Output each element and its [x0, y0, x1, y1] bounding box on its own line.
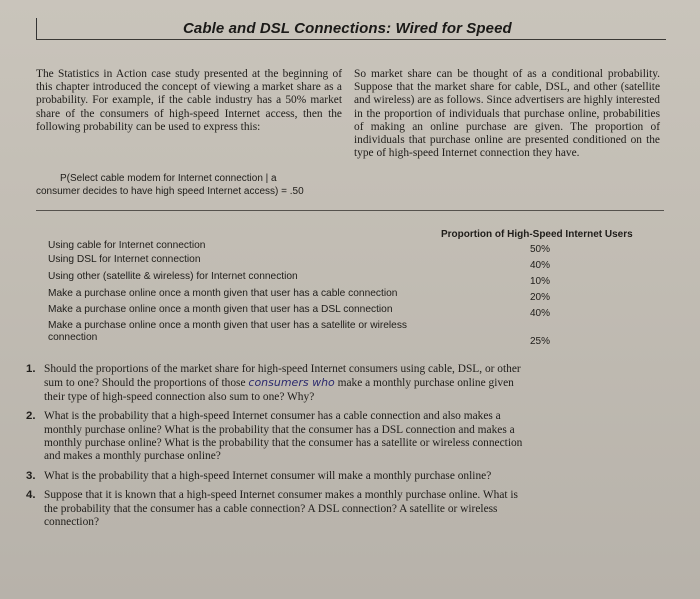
table-row-value: 40% [529, 260, 550, 271]
questions-list [26, 363, 531, 535]
table-row-value: 40% [529, 308, 550, 319]
intro-right-paragraph: So market share can be thought of as a conditional probability. Suppose that the market share for cable, DSL, and other (satellite and wireless) are as follows. Since advertisers are highly interested in the proportion of individuals that purchase online, probabilities of making an online purchase are given. The proportion of individuals that purchase online are presented conditioned on the type of high-speed Internet connection they have. [354, 68, 660, 160]
question-number: 1. [26, 363, 36, 375]
question-item [26, 410, 531, 464]
table-row-label: Using DSL for Internet connection [48, 254, 201, 265]
table-row-label: Make a purchase online once a month given that user has a cable connection [48, 288, 398, 299]
table-row-label: Using other (satellite & wireless) for Internet connection [48, 271, 298, 282]
table-row-value: 10% [529, 276, 550, 287]
question-text [44, 363, 531, 404]
question-text-part: make a monthly purchase online given their type of high-speed connection also sum to one? Why? [44, 377, 514, 403]
question-text: What is the probability that a high-speed Internet consumer has a cable connection and also makes a monthly purchase online? What is the probability that the consumer has a DSL connection and makes a monthly purchase online? What is the probability that the consumer has a satellite or wireless connection and makes a monthly purchase online? [44, 410, 523, 463]
question-text: What is the probability that a high-speed Internet consumer will make a monthly purchase online? [44, 469, 492, 482]
table-row-label: Using cable for Internet connection [48, 240, 206, 251]
formula-line-1: P(Select cable modem for Internet connection | a [60, 173, 277, 184]
question-text-part: Should the proportions of the market share for high-speed Internet consumers using cable, DSL, or other sum to one? Should the proportions of those [44, 363, 521, 390]
table-row-label: Make a purchase online once a month given that user has a satellite or wireless connection [48, 320, 408, 343]
probability-formula [36, 172, 342, 198]
intro-left-paragraph: The Statistics in Action case study presented at the beginning of this chapter introduced the concept of viewing a market share as a probability. For example, if the cable industry has a 50% market share of the consumers of high-speed Internet access, then the following probability can be used to express this: [36, 68, 342, 133]
section-divider [36, 210, 664, 211]
question-item [26, 470, 531, 483]
title-left-rule [36, 18, 37, 40]
question-item [26, 489, 531, 529]
table-row-value: 50% [529, 244, 550, 255]
table-row-value: 25% [529, 336, 550, 347]
question-number: 2. [26, 410, 36, 423]
handwritten-annotation: consumers who [248, 376, 335, 390]
title-underline [36, 39, 666, 40]
table-header: Proportion of High-Speed Internet Users [441, 229, 633, 240]
page-title: Cable and DSL Connections: Wired for Speed [183, 20, 512, 37]
question-item [26, 363, 531, 404]
table-row-value: 20% [529, 292, 550, 303]
question-number: 4. [26, 489, 36, 502]
question-number: 3. [26, 469, 36, 482]
question-text: Suppose that it is known that a high-speed Internet consumer makes a monthly purchase online. What is the probability that the consumer has a cable connection? A DSL connection? A satellite or wireless connection? [44, 489, 518, 529]
formula-line-2: consumer decides to have high speed Internet access) = .50 [36, 186, 304, 197]
table-row-label: Make a purchase online once a month given that user has a DSL connection [48, 304, 393, 315]
